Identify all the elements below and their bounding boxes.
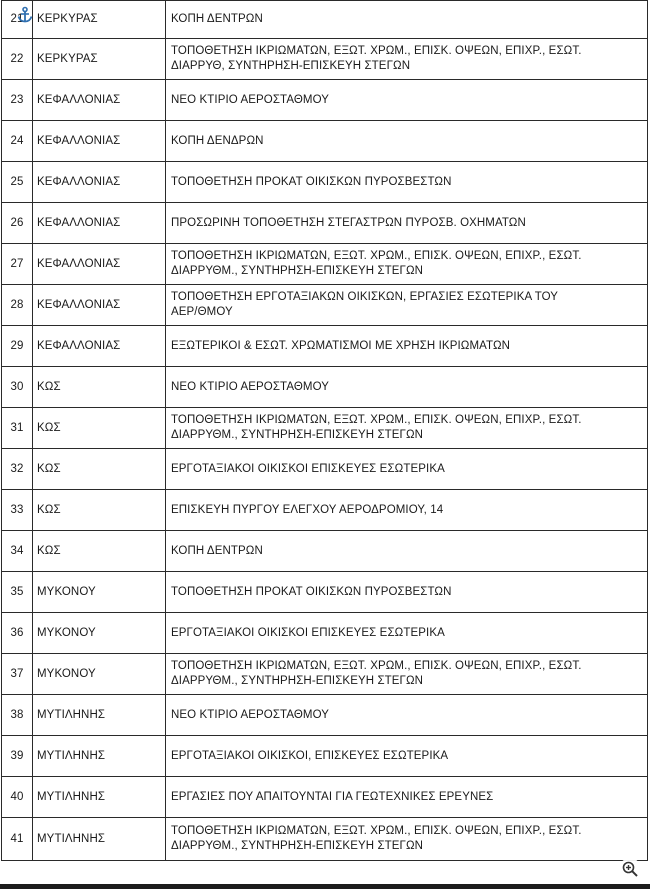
table-row	[2, 531, 648, 572]
table-row	[2, 39, 648, 80]
description-line: ΤΟΠΟΘΕΤΗΣΗ ΙΚΡΙΩΜΑΤΩΝ, ΕΞΩΤ. ΧΡΩΜ., ΕΠΙΣΚ. ΟΨΕΩΝ, ΕΠΙΧΡ., ΕΣΩΤ.	[171, 414, 582, 426]
table-row	[2, 777, 648, 818]
airport-cell: ΚΩΣ	[33, 449, 166, 490]
works-table-body	[2, 1, 648, 861]
work-description-cell	[166, 490, 648, 531]
row-number-cell: 38	[2, 695, 33, 736]
description-line: ΠΡΟΣΩΡΙΝΗ ΤΟΠΟΘΕΤΗΣΗ ΣΤΕΓΑΣΤΡΩΝ ΠΥΡΟΣΒ. ΟΧΗΜΑΤΩΝ	[171, 216, 526, 229]
row-number-cell: 25	[2, 162, 33, 203]
work-description-cell	[166, 203, 648, 244]
row-number-cell: 27	[2, 244, 33, 285]
description-line: ΕΞΩΤΕΡΙΚΟΙ & ΕΣΩΤ. ΧΡΩΜΑΤΙΣΜΟΙ ΜΕ ΧΡΗΣΗ ΙΚΡΙΩΜΑΤΩΝ	[171, 339, 511, 352]
description-line: ΕΡΓΟΤΑΞΙΑΚΟΙ ΟΙΚΙΣΚΟΙ ΕΠΙΣΚΕΥΕΣ ΕΣΩΤΕΡΙΚΑ	[171, 626, 445, 639]
table-row	[2, 80, 648, 121]
description-line: ΤΟΠΟΘΕΤΗΣΗ ΙΚΡΙΩΜΑΤΩΝ, ΕΞΩΤ. ΧΡΩΜ., ΕΠΙΣΚ. ΟΨΕΩΝ, ΕΠΙΧΡ., ΕΣΩΤ.	[171, 45, 582, 57]
row-number-cell: 39	[2, 736, 33, 777]
row-number-cell: 26	[2, 203, 33, 244]
table-row	[2, 736, 648, 777]
description-line: ΕΠΙΣΚΕΥΗ ΠΥΡΓΟΥ ΕΛΕΓΧΟΥ ΑΕΡΟΔΡΟΜΙΟΥ, 14	[171, 503, 444, 516]
table-row	[2, 121, 648, 162]
work-description-cell	[166, 367, 648, 408]
airport-cell: ΚΕΦΑΛΛΟΝΙΑΣ	[33, 80, 166, 121]
anchor-icon[interactable]	[16, 6, 34, 24]
table-row	[2, 162, 648, 203]
table-row	[2, 244, 648, 285]
work-description-cell	[166, 572, 648, 613]
airport-cell: ΚΕΦΑΛΛΟΝΙΑΣ	[33, 203, 166, 244]
work-description-cell	[166, 777, 648, 818]
description-line: ΤΟΠΟΘΕΤΗΣΗ ΠΡΟΚΑΤ ΟΙΚΙΣΚΩΝ ΠΥΡΟΣΒΕΣΤΩΝ	[171, 585, 452, 598]
description-line: ΔΙΑΡΡΥΘ, ΣΥΝΤΗΡΗΣΗ-ΕΠΙΣΚΕΥΗ ΣΤΕΓΩΝ	[171, 60, 411, 72]
work-description-cell	[166, 1, 648, 39]
airport-cell: ΜΥΤΙΛΗΝΗΣ	[33, 818, 166, 861]
row-number-cell: 40	[2, 777, 33, 818]
airport-cell: ΚΕΦΑΛΛΟΝΙΑΣ	[33, 244, 166, 285]
row-number-cell: 29	[2, 326, 33, 367]
magnifier-glyph	[621, 860, 639, 878]
row-number-cell: 30	[2, 367, 33, 408]
work-description-cell	[166, 285, 648, 326]
airport-cell: ΜΥΤΙΛΗΝΗΣ	[33, 695, 166, 736]
row-number-cell: 34	[2, 531, 33, 572]
airport-cell: ΚΩΣ	[33, 490, 166, 531]
description-line: ΤΟΠΟΘΕΤΗΣΗ ΠΡΟΚΑΤ ΟΙΚΙΣΚΩΝ ΠΥΡΟΣΒΕΣΤΩΝ	[171, 175, 452, 188]
table-row	[2, 367, 648, 408]
row-number-cell: 31	[2, 408, 33, 449]
work-description-cell	[166, 244, 648, 285]
description-line: ΤΟΠΟΘΕΤΗΣΗ ΙΚΡΙΩΜΑΤΩΝ, ΕΞΩΤ. ΧΡΩΜ., ΕΠΙΣΚ. ΟΨΕΩΝ, ΕΠΙΧΡ., ΕΣΩΤ.	[171, 250, 582, 262]
airport-works-table	[1, 0, 648, 861]
row-number-cell: 35	[2, 572, 33, 613]
airport-cell: ΚΕΡΚΥΡΑΣ	[33, 1, 166, 39]
row-number-cell: 24	[2, 121, 33, 162]
table-row	[2, 408, 648, 449]
airport-cell: ΜΥΚΟΝΟΥ	[33, 613, 166, 654]
description-line: ΝΕΟ ΚΤΙΡΙΟ ΑΕΡΟΣΤΑΘΜΟΥ	[171, 708, 330, 721]
description-line: ΝΕΟ ΚΤΙΡΙΟ ΑΕΡΟΣΤΑΘΜΟΥ	[171, 93, 330, 106]
description-line: ΔΙΑΡΡΥΘΜ., ΣΥΝΤΗΡΗΣΗ-ΕΠΙΣΚΕΥΗ ΣΤΕΓΩΝ	[171, 840, 424, 852]
row-number-cell: 36	[2, 613, 33, 654]
description-line: ΔΙΑΡΡΥΘΜ., ΣΥΝΤΗΡΗΣΗ-ΕΠΙΣΚΕΥΗ ΣΤΕΓΩΝ	[171, 265, 424, 277]
table-row	[2, 818, 648, 861]
description-line: ΚΟΠΗ ΔΕΝΤΡΩΝ	[171, 13, 263, 25]
description-line: ΕΡΓΑΣΙΕΣ ΠΟΥ ΑΠΑΙΤΟΥΝΤΑΙ ΓΙΑ ΓΕΩΤΕΧΝΙΚΕΣ ΕΡΕΥΝΕΣ	[171, 790, 494, 803]
airport-cell: ΚΕΦΑΛΛΟΝΙΑΣ	[33, 121, 166, 162]
airport-cell: ΚΕΡΚΥΡΑΣ	[33, 39, 166, 80]
work-description-cell	[166, 736, 648, 777]
horizontal-scrollbar[interactable]	[0, 884, 650, 889]
description-line: ΤΟΠΟΘΕΤΗΣΗ ΕΡΓΟΤΑΞΙΑΚΩΝ ΟΙΚΙΣΚΩΝ, ΕΡΓΑΣΙΕΣ ΕΣΩΤΕΡΙΚΑ ΤΟΥ	[171, 291, 559, 303]
table-row	[2, 572, 648, 613]
airport-cell: ΜΥΚΟΝΟΥ	[33, 654, 166, 695]
airport-cell: ΜΥΤΙΛΗΝΗΣ	[33, 777, 166, 818]
row-number-cell: 37	[2, 654, 33, 695]
row-number-cell: 41	[2, 818, 33, 861]
work-description-cell	[166, 408, 648, 449]
work-description-cell	[166, 531, 648, 572]
table-row	[2, 695, 648, 736]
airport-cell: ΚΩΣ	[33, 367, 166, 408]
airport-cell: ΚΩΣ	[33, 408, 166, 449]
work-description-cell	[166, 326, 648, 367]
work-description-cell	[166, 449, 648, 490]
row-number-cell: 28	[2, 285, 33, 326]
work-description-cell	[166, 613, 648, 654]
work-description-cell	[166, 162, 648, 203]
table-row	[2, 449, 648, 490]
table-row	[2, 1, 648, 39]
airport-cell: ΚΕΦΑΛΛΟΝΙΑΣ	[33, 326, 166, 367]
description-line: ΕΡΓΟΤΑΞΙΑΚΟΙ ΟΙΚΙΣΚΟΙ ΕΠΙΣΚΕΥΕΣ ΕΣΩΤΕΡΙΚΑ	[171, 462, 445, 475]
work-description-cell	[166, 121, 648, 162]
description-line: ΑΕΡ/ΘΜΟΥ	[171, 306, 233, 318]
description-line: ΤΟΠΟΘΕΤΗΣΗ ΙΚΡΙΩΜΑΤΩΝ, ΕΞΩΤ. ΧΡΩΜ., ΕΠΙΣΚ. ΟΨΕΩΝ, ΕΠΙΧΡ., ΕΣΩΤ.	[171, 660, 582, 672]
description-line: ΚΟΠΗ ΔΕΝΔΡΩΝ	[171, 134, 264, 147]
airport-cell: ΚΩΣ	[33, 531, 166, 572]
zoom-in-icon[interactable]	[619, 858, 641, 880]
table-row	[2, 326, 648, 367]
airport-cell: ΜΥΤΙΛΗΝΗΣ	[33, 736, 166, 777]
airport-cell: ΚΕΦΑΛΛΟΝΙΑΣ	[33, 285, 166, 326]
work-description-cell	[166, 695, 648, 736]
airport-cell: ΚΕΦΑΛΛΟΝΙΑΣ	[33, 162, 166, 203]
description-line: ΕΡΓΟΤΑΞΙΑΚΟΙ ΟΙΚΙΣΚΟΙ, ΕΠΙΣΚΕΥΕΣ ΕΣΩΤΕΡΙΚΑ	[171, 749, 449, 762]
table-row	[2, 490, 648, 531]
description-line: ΔΙΑΡΡΥΘΜ., ΣΥΝΤΗΡΗΣΗ-ΕΠΙΣΚΕΥΗ ΣΤΕΓΩΝ	[171, 675, 424, 687]
work-description-cell	[166, 39, 648, 80]
table-row	[2, 203, 648, 244]
table-row	[2, 654, 648, 695]
airport-cell: ΜΥΚΟΝΟΥ	[33, 572, 166, 613]
work-description-cell	[166, 654, 648, 695]
table-row	[2, 285, 648, 326]
table-row	[2, 613, 648, 654]
work-description-cell	[166, 818, 648, 861]
work-description-cell	[166, 80, 648, 121]
description-line: ΤΟΠΟΘΕΤΗΣΗ ΙΚΡΙΩΜΑΤΩΝ, ΕΞΩΤ. ΧΡΩΜ., ΕΠΙΣΚ. ΟΨΕΩΝ, ΕΠΙΧΡ., ΕΣΩΤ.	[171, 825, 582, 837]
row-number-cell: 22	[2, 39, 33, 80]
row-number-cell: 21	[2, 1, 33, 39]
row-number-cell: 32	[2, 449, 33, 490]
description-line: ΔΙΑΡΡΥΘΜ., ΣΥΝΤΗΡΗΣΗ-ΕΠΙΣΚΕΥΗ ΣΤΕΓΩΝ	[171, 429, 424, 441]
row-number-cell: 23	[2, 80, 33, 121]
row-number-cell: 33	[2, 490, 33, 531]
description-line: ΝΕΟ ΚΤΙΡΙΟ ΑΕΡΟΣΤΑΘΜΟΥ	[171, 380, 330, 393]
description-line: ΚΟΠΗ ΔΕΝΤΡΩΝ	[171, 544, 263, 557]
